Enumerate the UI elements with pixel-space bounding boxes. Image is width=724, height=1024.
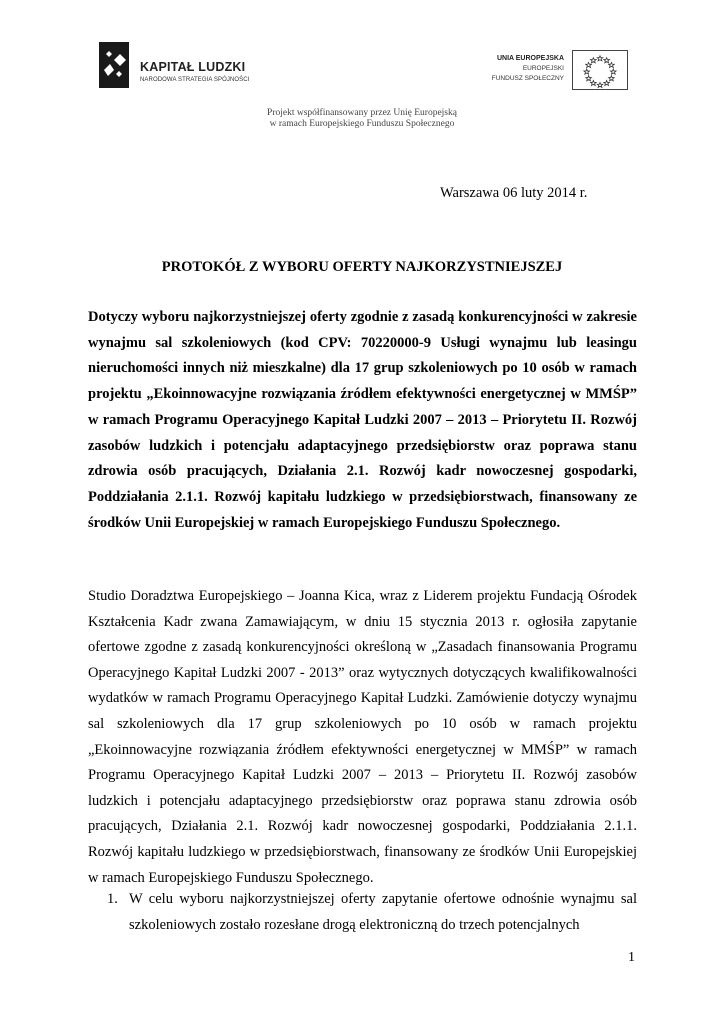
eu-logo-line2: FUNDUSZ SPOŁECZNY [491, 75, 564, 82]
eu-logo-line1: EUROPEJSKI [522, 65, 564, 72]
logo-title: KAPITAŁ LUDZKI [140, 60, 246, 74]
list-item-number: 1. [107, 891, 118, 907]
eu-logo-title: UNIA EUROPEJSKA [496, 55, 564, 62]
cofinancing-line1: Projekt współfinansowany przez Unię Europejską [267, 108, 457, 118]
logo-subtitle: NARODOWA STRATEGIA SPÓJNOŚCI [140, 77, 250, 83]
document-date: Warszawa 06 luty 2014 r. [440, 185, 588, 201]
list-item-text: W celu wyboru najkorzystniejszej oferty zapytanie ofertowe odnośnie wynajmu sal szkoleniowych zostało rozesłane drogą elektroniczną do trzech potencjalnych [129, 891, 637, 933]
cofinancing-note [0, 108, 724, 130]
eu-flag-icon [572, 50, 628, 90]
document-header [0, 0, 724, 140]
list-item [107, 887, 637, 938]
body-paragraph: Studio Doradztwa Europejskiego – Joanna Kica, wraz z Liderem projektu Fundacją Ośrodek Kształcenia Kadr zwana Zamawiającym, w dniu 15 stycznia 2013 r. ogłosiła zapytanie ofertowe zgodne z zasadą konkurencyjności określoną w „Zasadach finansowania Programu Operacyjnego Kapitał Ludzki 2007 - 2013” oraz wytycznych dotyczących kwalifikowalności wydatków w ramach Programu Operacyjnego Kapitał Ludzki. Zamówienie dotyczy wynajmu sal szkoleniowych dla 17 grup szkoleniowych po 10 osób w ramach projektu „Ekoinnowacyjne rozwiązania źródłem efektywności energetycznej w MMŚP” w ramach Programu Operacyjnego Kapitał Ludzki 2007 – 2013 – Priorytetu II. Rozwój zasobów ludzkich i potencjału adaptacyjnego przedsiębiorstw oraz poprawa stanu zdrowia osób pracujących, Działania 2.1. Rozwój kadr nowoczesnej gospodarki, Poddziałania 2.1.1. Rozwój kapitału ludzkiego w przedsiębiorstwach, finansowany ze środków Unii Europejskiej w ramach Europejskiego Funduszu Społecznego. [88, 588, 637, 886]
cofinancing-line2: w ramach Europejskiego Funduszu Społecznego [269, 119, 455, 129]
subject-paragraph: Dotyczy wyboru najkorzystniejszej oferty zgodnie z zasadą konkurencyjności w zakresie wynajmu sal szkoleniowych (kod CPV: 70220000-9 Usługi wynajmu lub leasingu nieruchomości innych niż mieszkalne) dla 17 grup szkoleniowych po 10 osób w ramach projektu „Ekoinnowacyjne rozwiązania źródłem efektywności energetycznej w MMŚP” w ramach Programu Operacyjnego Kapitał Ludzki 2007 – 2013 – Priorytetu II. Rozwój zasobów ludzkich i potencjału adaptacyjnego przedsiębiorstw oraz poprawa stanu zdrowia osób pracujących, Działania 2.1. Rozwój kadr nowoczesnej gospodarki, Poddziałania 2.1.1. Rozwój kapitału ludzkiego w przedsiębiorstwach, finansowany ze środków Unii Europejskiej w ramach Europejskiego Funduszu Społecznego. [88, 309, 637, 531]
document-title: PROTOKÓŁ Z WYBORU OFERTY NAJKORZYSTNIEJSZEJ [161, 259, 563, 275]
kapital-ludzki-emblem-icon [96, 40, 132, 90]
kapital-ludzki-logo [96, 40, 266, 100]
eu-social-fund-logo [488, 50, 628, 94]
page-number: 1 [628, 950, 635, 965]
eu-logo-text [492, 54, 564, 84]
